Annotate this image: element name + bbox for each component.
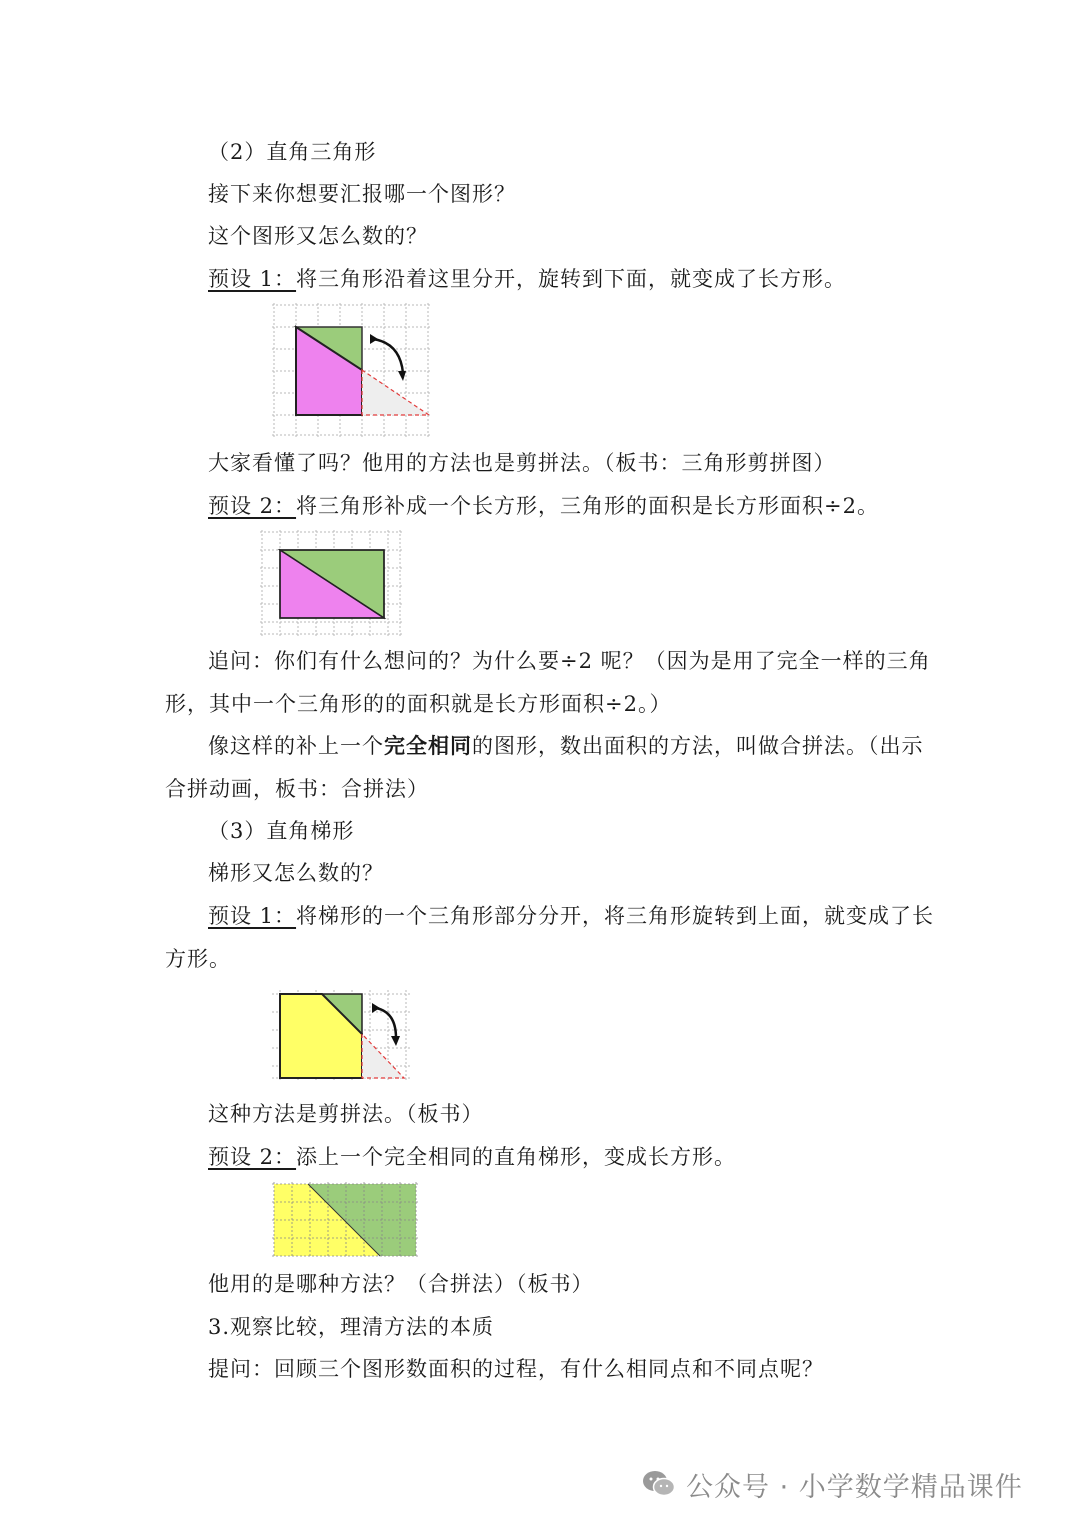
paragraph: 提问：回顾三个图形数面积的过程，有什么相同点和不同点呢？ — [208, 1357, 824, 1381]
wechat-icon — [642, 1469, 676, 1499]
paragraph: 这种方法是剪拼法。（板书） — [208, 1102, 484, 1126]
triangle-cut-figure — [272, 303, 432, 437]
triangle-combine-figure — [260, 530, 404, 636]
rotated-ghost-triangle — [362, 370, 429, 415]
preset-label: 预设 1： — [208, 904, 297, 928]
paragraph: 梯形又怎么数的？ — [208, 861, 384, 885]
paragraph-combine-method: 像这样的补上一个完全相同的图形，数出面积的方法，叫做合拼法。（出示 — [208, 733, 924, 758]
rotate-arrow-icon — [373, 339, 403, 373]
section-heading-right-trapezoid: （3）直角梯形 — [208, 819, 355, 843]
preset-text: 将三角形沿着这里分开，旋转到下面，就变成了长方形。 — [296, 267, 847, 291]
section-heading-right-triangle: （2）直角三角形 — [208, 140, 377, 164]
paragraph: 合拼动画，板书：合拼法） — [165, 777, 429, 801]
preset-label: 预设 1： — [208, 267, 297, 291]
paragraph: 他用的是哪种方法？（合拼法）（板书） — [208, 1272, 594, 1296]
bold-phrase: 完全相同 — [384, 733, 472, 758]
paragraph: 形，其中一个三角形的的面积就是长方形面积÷2。） — [165, 692, 672, 716]
watermark-text: 公众号 · 小学数学精品课件 — [686, 1471, 1023, 1503]
preset-1-trapezoid — [208, 901, 934, 931]
watermark — [642, 1462, 1023, 1506]
paragraph: 方形。 — [165, 947, 231, 971]
preset-label: 预设 2： — [208, 494, 297, 518]
preset-2-trapezoid — [208, 1142, 736, 1172]
preset-text: 将梯形的一个三角形部分分开，将三角形旋转到上面，就变成了长 — [296, 904, 935, 928]
preset-1-triangle — [208, 264, 846, 294]
paragraph: 大家看懂了吗？他用的方法也是剪拼法。（板书：三角形剪拼图） — [208, 451, 836, 475]
subheading-compare: 3.观察比较，理清方法的本质 — [208, 1315, 495, 1339]
trapezoid-combine-figure — [272, 1182, 420, 1258]
preset-text: 将三角形补成一个长方形，三角形的面积是长方形面积÷2。 — [296, 494, 880, 518]
paragraph: 接下来你想要汇报哪一个图形？ — [208, 182, 516, 206]
trapezoid-cut-figure — [272, 990, 414, 1082]
paragraph: 这个图形又怎么数的？ — [208, 224, 428, 248]
preset-2-triangle — [208, 491, 879, 521]
preset-label: 预设 2： — [208, 1145, 297, 1169]
paragraph: 追问：你们有什么想问的？为什么要÷2 呢？（因为是用了完全一样的三角 — [208, 649, 931, 673]
preset-text: 添上一个完全相同的直角梯形，变成长方形。 — [296, 1145, 737, 1169]
